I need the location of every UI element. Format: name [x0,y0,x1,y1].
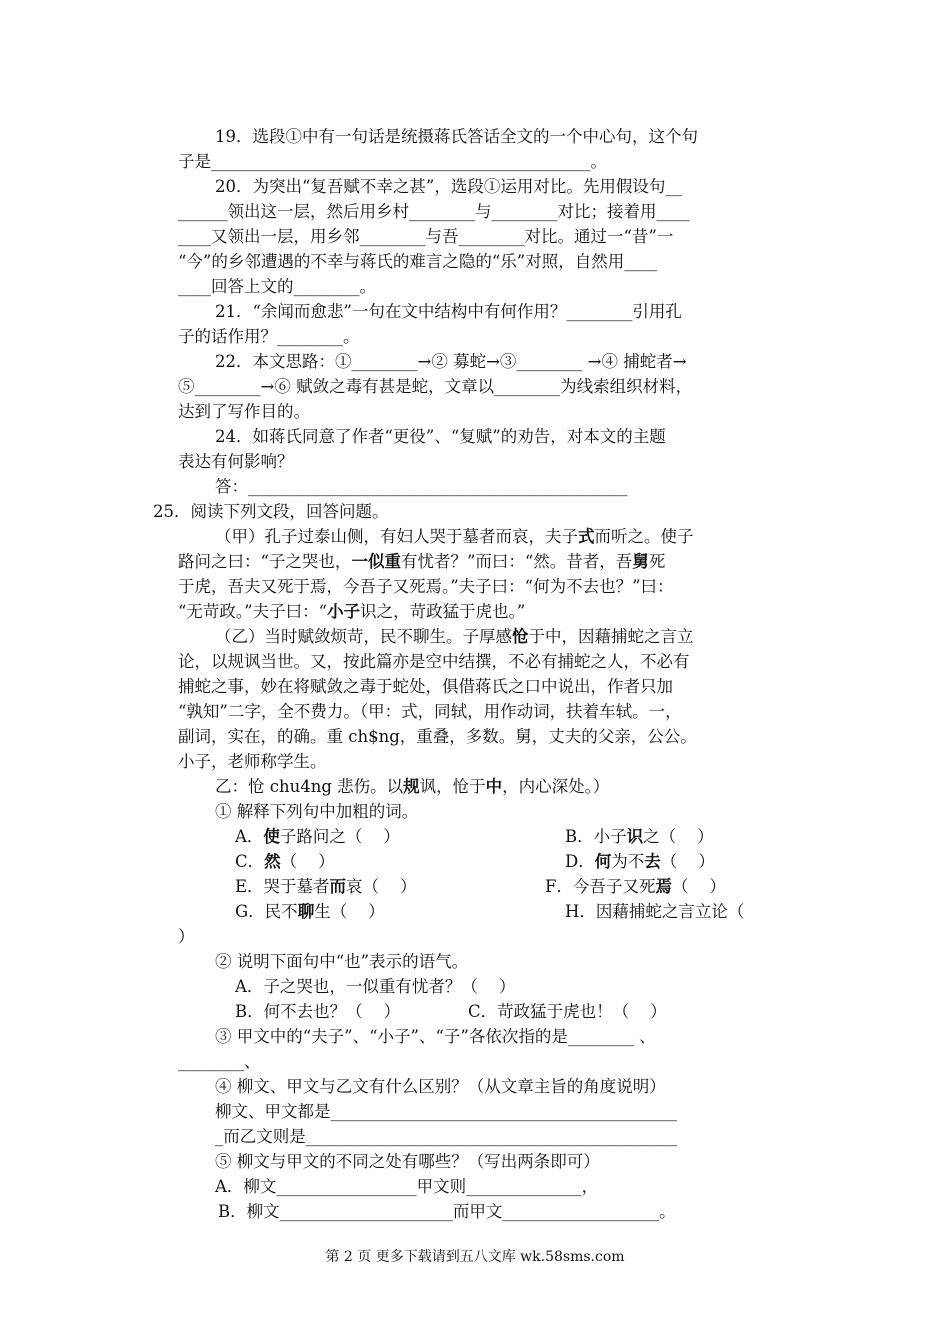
sq1-title: ① 解释下列句中加粗的词。 [215,802,419,821]
q21-line-2: 子的话作用？________。 [178,327,360,346]
q20-line-1: 20．为突出“复吾赋不幸之甚”，选段①运用对比。先用假设句__ [215,177,682,196]
jia-line-4: “无苛政。”夫子曰：“小子识之，苛政猛于虎也。” [178,602,526,621]
sq2-option-c: C．苛政猛于虎也！（ ） [468,1002,667,1021]
sq4-line-2: _而乙文则是_____________________________________________ [215,1127,677,1146]
q20-line-3: ____又领出一层，用乡邻________与吾________对比。通过一“昔”一 [178,227,674,246]
bold-word: 何 [594,852,612,871]
sq5-option-b: B．柳文_____________________而甲文___________________。 [218,1202,676,1221]
q19-line-2: 子是______________________________________________。 [178,152,607,171]
q22-line-2: ⑤________→⑥ 赋敛之毒有甚是蛇，文章以________为线索组织材料， [178,377,693,396]
sq1-option-c: C．然（ ） [235,852,335,871]
q24-line-2: 表达有何影响？ [178,452,294,471]
yi-line-6: 小子，老师称学生。 [178,752,327,771]
q20-line-5: ____回答上文的________。 [178,277,376,296]
q19-line-1: 19．选段①中有一句话是统摄蒋氏答话全文的一个中心句，这个句 [215,127,698,146]
sq4-title: ④ 柳文、甲文与乙文有什么区别？（从文章主旨的角度说明） [215,1077,666,1096]
q21-line-1: 21．“余闻而愈悲”一句在文中结构中有何作用？________引用孔 [215,302,682,321]
jia-line-1: （甲）孔子过泰山侧，有妇人哭于墓者而哀，夫子式而听之。使子 [215,527,694,546]
sq5-title: ⑤ 柳文与甲文的不同之处有哪些？（写出两条即可） [215,1152,600,1171]
yi-line-2: 论，以规讽当世。又，按此篇亦是空中结撰，不必有捕蛇之人，不必有 [178,652,690,671]
q22-line-1: 22．本文思路：①________→② 募蛇→③________ →④ 捕蛇者→ [215,352,687,371]
sq1-option-g: G．民不聊生（ ） [235,902,385,921]
bold-word: 舅 [632,552,649,571]
sq2-title: ② 说明下面句中“也”表示的语气。 [215,952,469,971]
sq2-option-b: B．何不去也？（ ） [235,1002,401,1021]
bold-word: 规 [403,777,420,796]
jia-line-2: 路问之曰：“子之哭也，一似重有忧者？”而曰：“然。昔者，吾舅死 [178,552,666,571]
sq3-line-1: ③ 甲文中的“夫子”、“小子”、“子”各依次指的是________ 、 [215,1027,656,1046]
q24-answer-line: 答：______________________________________________ [215,477,628,496]
sq5-option-a: A．柳文_________________甲文则______________， [215,1177,599,1196]
q20-line-2: ______领出这一层，然后用乡村________与________对比；接着用____ [178,202,690,221]
yi-line-4: “孰知”二字，全不费力。（甲：式，同轼，用作动词，扶着车轼。一， [178,702,682,721]
sq1-option-a: A．使子路问之（ ） [235,827,400,846]
yi-line-3: 捕蛇之事，妙在将赋敛之毒于蛇处，俱借蒋氏之口中说出，作者只加 [178,677,673,696]
bold-word: 而 [329,877,347,896]
page-footer: 第 2 页 更多下载请到五八文库 wk.58sms.com [325,1249,625,1265]
sq1-option-d: D．何为不去（ ） [565,852,715,871]
sq3-line-2: ________、 [178,1052,261,1071]
bold-word: 焉 [655,877,672,896]
bold-word: 识 [626,827,644,846]
bold-word: 一似重 [351,552,401,571]
sq1-option-h-close: ） [178,927,195,946]
bold-word: 然 [264,852,281,871]
sq4-line-1: 柳文、甲文都是__________________________________________ [215,1102,677,1121]
bold-word: 中 [485,777,503,796]
sq1-option-b: B．小子识之（ ） [565,827,714,846]
bold-word: 小子 [327,602,361,621]
bold-word: 使 [263,827,280,846]
sq1-option-e: E．哭于墓者而哀（ ） [235,877,417,896]
q25-title: 25．阅读下列文段，回答问题。 [153,502,389,521]
jia-line-3: 于虎，吾夫又死于焉，今吾子又死焉。”夫子曰：“何为不去也？”曰： [178,577,674,596]
sq2-option-a: A．子之哭也，一似重有忧者？（ ） [235,977,516,996]
bold-word: 去 [644,852,661,871]
bold-word: 式 [578,527,595,546]
yi-line-1: （乙）当时赋敛烦苛，民不聊生。子厚感怆于中，因藉捕蛇之言立 [215,627,694,646]
bold-word: 怆 [512,627,529,646]
q22-line-3: 达到了写作目的。 [178,402,310,421]
yi-line-7: 乙：怆 chu4ng 悲伤。以规讽，怆于中，内心深处。） [215,777,610,796]
sq1-option-h: H．因藉捕蛇之言立论（ [565,902,745,921]
bold-word: 聊 [297,902,315,921]
q20-line-4: “今”的乡邻遭遇的不幸与蒋氏的难言之隐的“乐”对照，自然用____ [178,252,658,271]
yi-line-5: 副词，实在，的确。重 ch$ng，重叠，多数。舅，丈夫的父亲，公公。 [178,727,697,746]
q24-line-1: 24．如蒋氏同意了作者“更役”、“复赋”的劝告，对本文的主题 [215,427,666,446]
sq1-option-f: F．今吾子又死焉（ ） [545,877,726,896]
